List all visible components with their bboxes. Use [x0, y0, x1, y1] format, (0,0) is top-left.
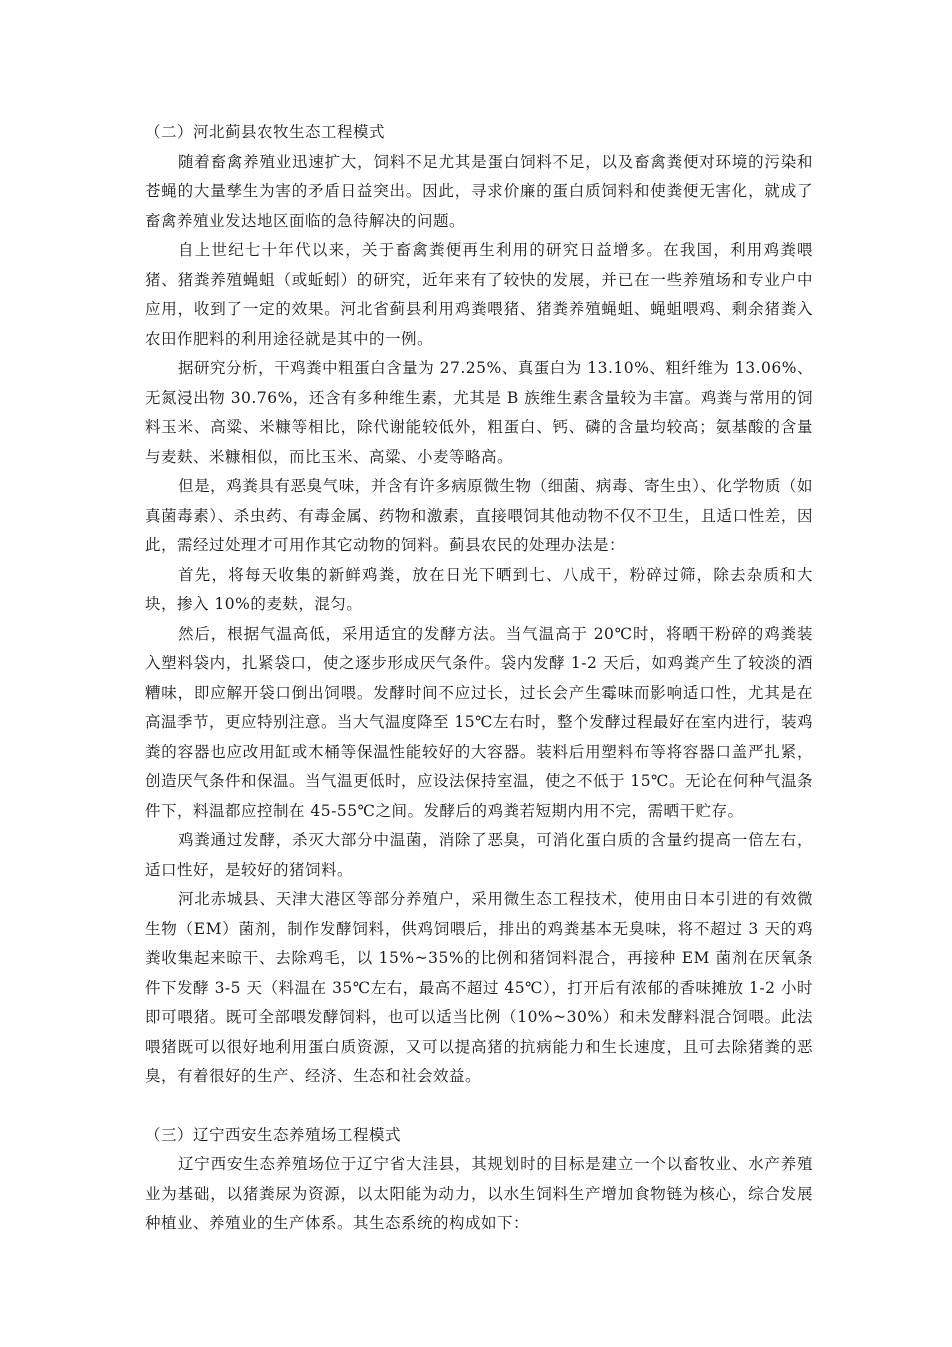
paragraph: 自上世纪七十年代以来，关于畜禽粪便再生利用的研究日益增多。在我国，利用鸡粪喂猪、猪粪养殖蝇蛆（或蚯蚓）的研究，近年来有了较快的发展，并已在一些养殖场和专业户中应用，收到了一定的效果。河北省蓟县利用鸡粪喂猪、猪粪养殖蝇蛆、蝇蛆喂鸡、剩余猪粪入农田作肥料的利用途径就是其中的一例。 [145, 241, 813, 348]
document-body [145, 118, 813, 1239]
paragraph: 然后，根据气温高低，采用适宜的发酵方法。当气温高于 20℃时，将晒干粉碎的鸡粪装入塑料袋内，扎紧袋口，使之逐步形成厌气条件。袋内发酵 1-2 天后，如鸡粪产生了较淡的酒糟味，即应解开袋口倒出饲喂。发酵时间不应过长，过长会产生霉味而影响适口性，尤其是在高温季节，更应特别注意。当大气温度降至 15℃左右时，整个发酵过程最好在室内进行，装鸡粪的容器也应改用缸或木桶等保温性能较好的大容器。装料后用塑料布等将容器口盖严扎紧，创造厌气条件和保温。当气温更低时，应设法保持室温，使之不低于 15℃。无论在何种气温条件下，料温都应控制在 45-55℃之间。发酵后的鸡粪若短期内用不完，需晒干贮存。 [145, 624, 813, 820]
paragraph: 辽宁西安生态养殖场位于辽宁省大洼县，其规划时的目标是建立一个以畜牧业、水产养殖业为基础，以猪粪尿为资源，以太阳能为动力，以水生饲料生产增加食物链为核心，综合发展种植业、养殖业的生产体系。其生态系统的构成如下： [145, 1155, 813, 1232]
section-heading-liaoning: （三）辽宁西安生态养殖场工程模式 [145, 1125, 402, 1144]
section-spacer [145, 1092, 813, 1121]
paragraph: 河北赤城县、天津大港区等部分养殖户，采用微生态工程技术，使用由日本引进的有效微生物（EM）菌剂，制作发酵饲料，供鸡饲喂后，排出的鸡粪基本无臭味，将不超过 3 天的鸡粪收集起来晾干、去除鸡毛，以 15%~35%的比例和猪饲料混合，再接种 EM 菌剂在厌氧条件下发酵 3-5 天（料温在 35℃左右，最高不超过 45℃），打开后有浓郁的香味摊放 1-2 小时即可喂猪。既可全部喂发酵饲料，也可以适当比例（10%~30%）和未发酵料混合饲喂。此法喂猪既可以很好地利用蛋白质资源，又可以提高猪的抗病能力和生长速度，且可去除猪粪的恶臭，有着很好的生产、经济、生态和社会效益。 [145, 890, 813, 1085]
section-heading-hebei: （二）河北蓟县农牧生态工程模式 [145, 123, 386, 141]
paragraph: 首先，将每天收集的新鲜鸡粪，放在日光下晒到七、八成干，粉碎过筛，除去杂质和大块，掺入 10%的麦麸，混匀。 [145, 565, 813, 613]
paragraph: 随着畜禽养殖业迅速扩大，饲料不足尤其是蛋白饲料不足，以及畜禽粪便对环境的污染和苍蝇的大量孳生为害的矛盾日益突出。因此，寻求价廉的蛋白质饲料和使粪便无害化，就成了畜禽养殖业发达地区面临的急待解决的问题。 [145, 152, 813, 230]
paragraph: 据研究分析，干鸡粪中粗蛋白含量为 27.25%、真蛋白为 13.10%、粗纤维为 13.06%、无氮浸出物 30.76%，还含有多种维生素，尤其是 B 族维生素含量较为丰富。鸡粪与常用的饲料玉米、高粱、米糠等相比，除代谢能较低外，粗蛋白、钙、磷的含量均较高；氨基酸的含量与麦麸、米糠相似，而比玉米、高粱、小麦等略高。 [145, 359, 813, 466]
paragraph: 鸡粪通过发酵，杀灭大部分中温菌，消除了恶臭，可消化蛋白质的含量约提高一倍左右，适口性好，是较好的猪饲料。 [145, 831, 813, 879]
paragraph: 但是，鸡粪具有恶臭气味，并含有许多病原微生物（细菌、病毒、寄生虫）、化学物质（如真菌毒素）、杀虫药、有毒金属、药物和激素，直接喂饲其他动物不仅不卫生，且适口性差，因此，需经过处理才可用作其它动物的饲料。蓟县农民的处理办法是： [145, 477, 813, 554]
